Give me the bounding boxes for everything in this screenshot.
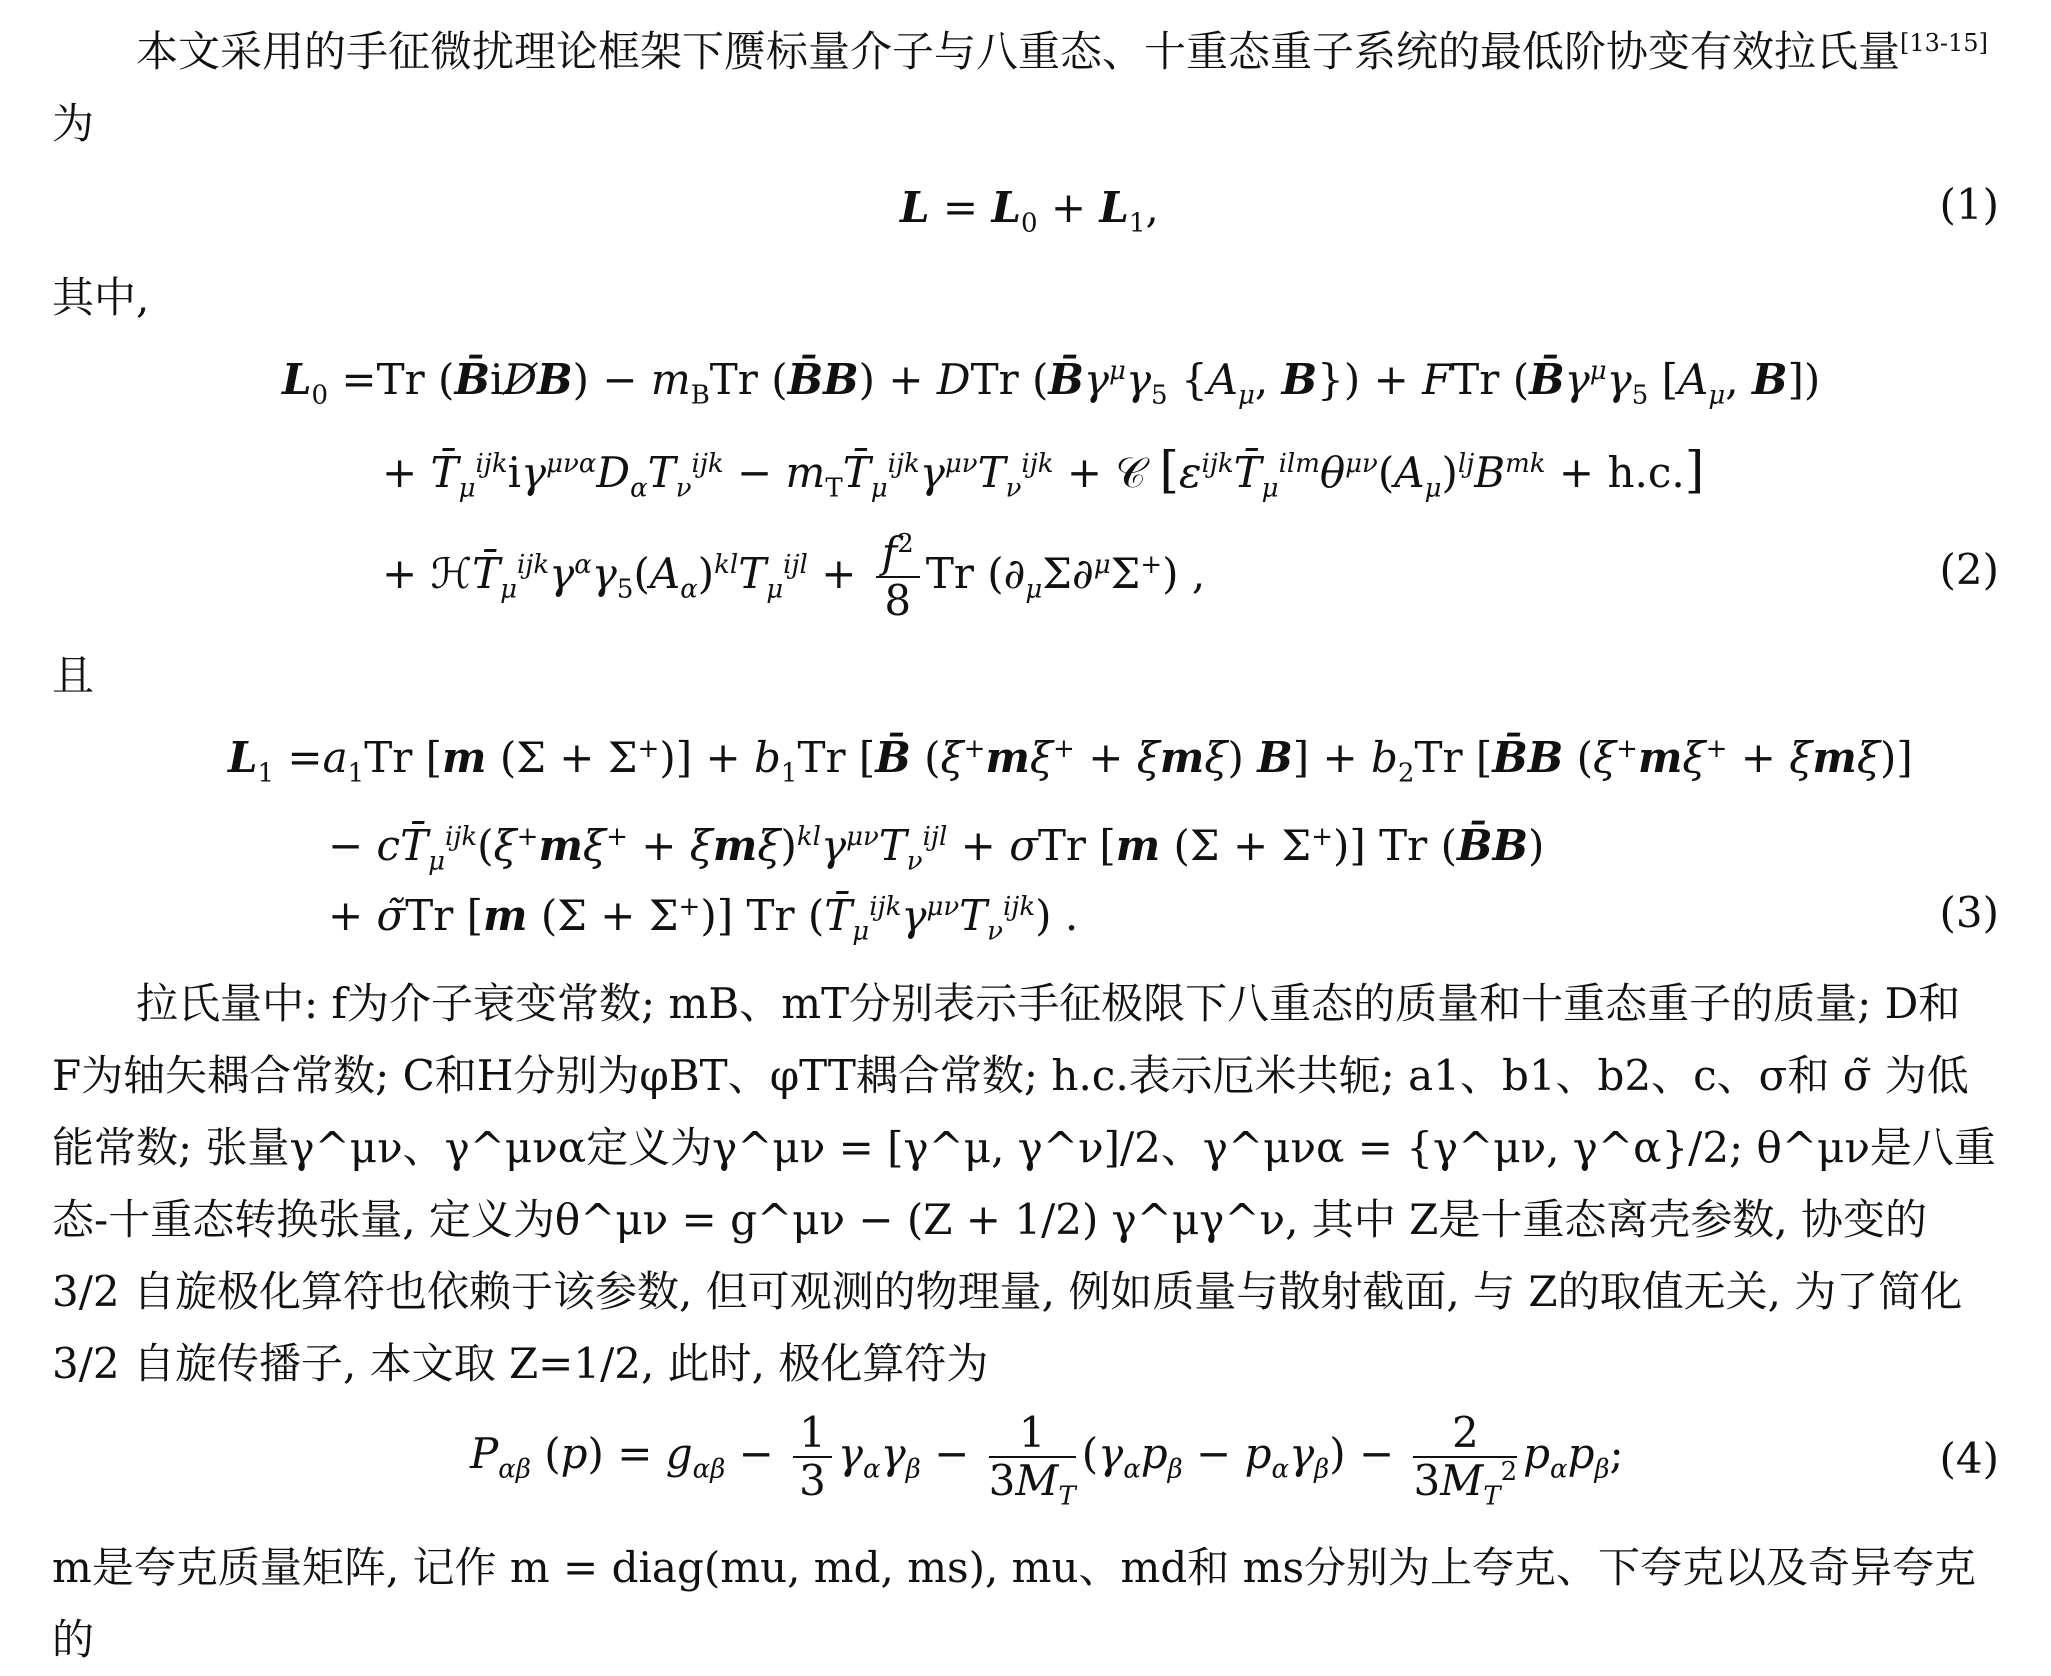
equation-4: $P_{\alpha\beta}$ $(p) = g_{\alpha\beta}$ − $\frac{1}{3}$ $\gamma_\alpha\gamma_\beta$ − $\frac{1}{3M_T}$ $(\gamma_\alpha p_\beta - p_\alpha\gamma_\beta)$ − $\frac{2}{3M_T^2}$ $p_\alpha p_\beta$;: [470, 1408, 1624, 1512]
paragraph-intro: [52, 16, 2000, 160]
equation-2-line-1: $L_0 =Tr$ (B̄iD̸B) − $m_BTr$ (B̄B) + DTr ($B̄\gamma^\mu\gamma_5$ {$A_\mu$, B}) + FTr ($B̄\gamma^\mu\gamma_5$ [$A_\mu$, B]): [282, 355, 1821, 411]
paragraph-quark-mass: m是夸克质量矩阵, 记作 m = diag(mu, md, ms), mu、md和 ms分别为上夸克、下夸克以及奇异夸克的: [52, 1543, 1977, 1664]
equation-2-number: (2): [1939, 545, 1999, 594]
equation-4-number: (4): [1939, 1434, 1999, 1483]
intro-tail: 为: [52, 99, 95, 148]
paragraph-definitions: 拉氏量中: f为介子衰变常数; mB、mT分别表示手征极限下八重态的质量和十重态重子的质量; D和 F为轴矢耦合常数; C和H分别为φBT、φTT耦合常数; h.c.表示厄米共轭; a1、b1、b2、c、σ和 σ̃ 为低能常数; 张量γ^μν、γ^μνα定义为γ^μν = [γ^μ, γ^ν]/2、γ^μνα = {γ^μν, γ^α}/2; θ^μν是八重态-十重态转换张量, 定义为θ^μν = g^μν − (Z + 1/2) γ^μγ^ν, 其中 Z是十重态离壳参数, 协变的 3/2 自旋极化算符也依赖于该参数, 但可观测的物理量, 例如质量与散射截面, 与 Z的取值无关, 为了简化 3/2 自旋传播子, 本文取 Z=1/2, 此时, 极化算符为: [52, 979, 1996, 1388]
intro-text: 本文采用的手征微扰理论框架下赝标量介子与八重态、十重态重子系统的最低阶协变有效拉氏量: [136, 27, 1901, 76]
equation-2-line-3: + $ℋT̄_\mu^{ijk}\gamma^\alpha\gamma_5(A_\alpha)^{kl}T_\mu^{ijl}$ + $\frac{f^2}{8}$ Tr $(\partial_\mu\Sigma\partial^\mu\Sigma^+)$ ,: [382, 528, 1206, 625]
equation-1-number: (1): [1939, 180, 1999, 229]
equation-3-number: (3): [1939, 888, 1999, 937]
equation-1: $L = L_0 + L_1$,: [900, 183, 1159, 239]
equation-2-line-2: + $T̄_\mu^{ijk}i\gamma^{\mu\nu\alpha}D_\alpha T_\nu^{ijk}$ − $m_TT̄_\mu^{ijk}\gamma^{\mu\nu}T_\nu^{ijk}$ + 𝒞 $[\varepsilon^{ijk}T̄_\mu^{ilm}\theta^{\mu\nu}(A_\mu)^{lj}B^{mk} + h.c.]$: [382, 441, 1705, 504]
paragraph-and: 且: [52, 651, 95, 700]
paragraph-where: 其中,: [52, 273, 150, 322]
equation-3-line-2: − $cT̄_\mu^{ijk}(\xi^+m\xi^+ + \xi m\xi)^{kl}\gamma^{\mu\nu}T_\nu^{ijl} + \sigma Tr$ [m (Σ + Σ+)] Tr (B̄B): [328, 821, 1545, 877]
citation: [13-15]: [1900, 29, 1988, 57]
equation-3-line-3: + σ̃Tr [m (Σ + Σ+)] Tr $(T̄_\mu^{ijk}\gamma^{\mu\nu}T_\nu^{ijk})$ .: [328, 891, 1079, 947]
equation-3-line-1: $L_1 =a_1Tr$ [m $(\Sigma + \Sigma^+)] + b_1Tr$ [B̄ (ξ+mξ+ + ξmξ) $B] + b_2Tr$ [B̄B (ξ+mξ+ + ξmξ)]: [228, 733, 1913, 789]
